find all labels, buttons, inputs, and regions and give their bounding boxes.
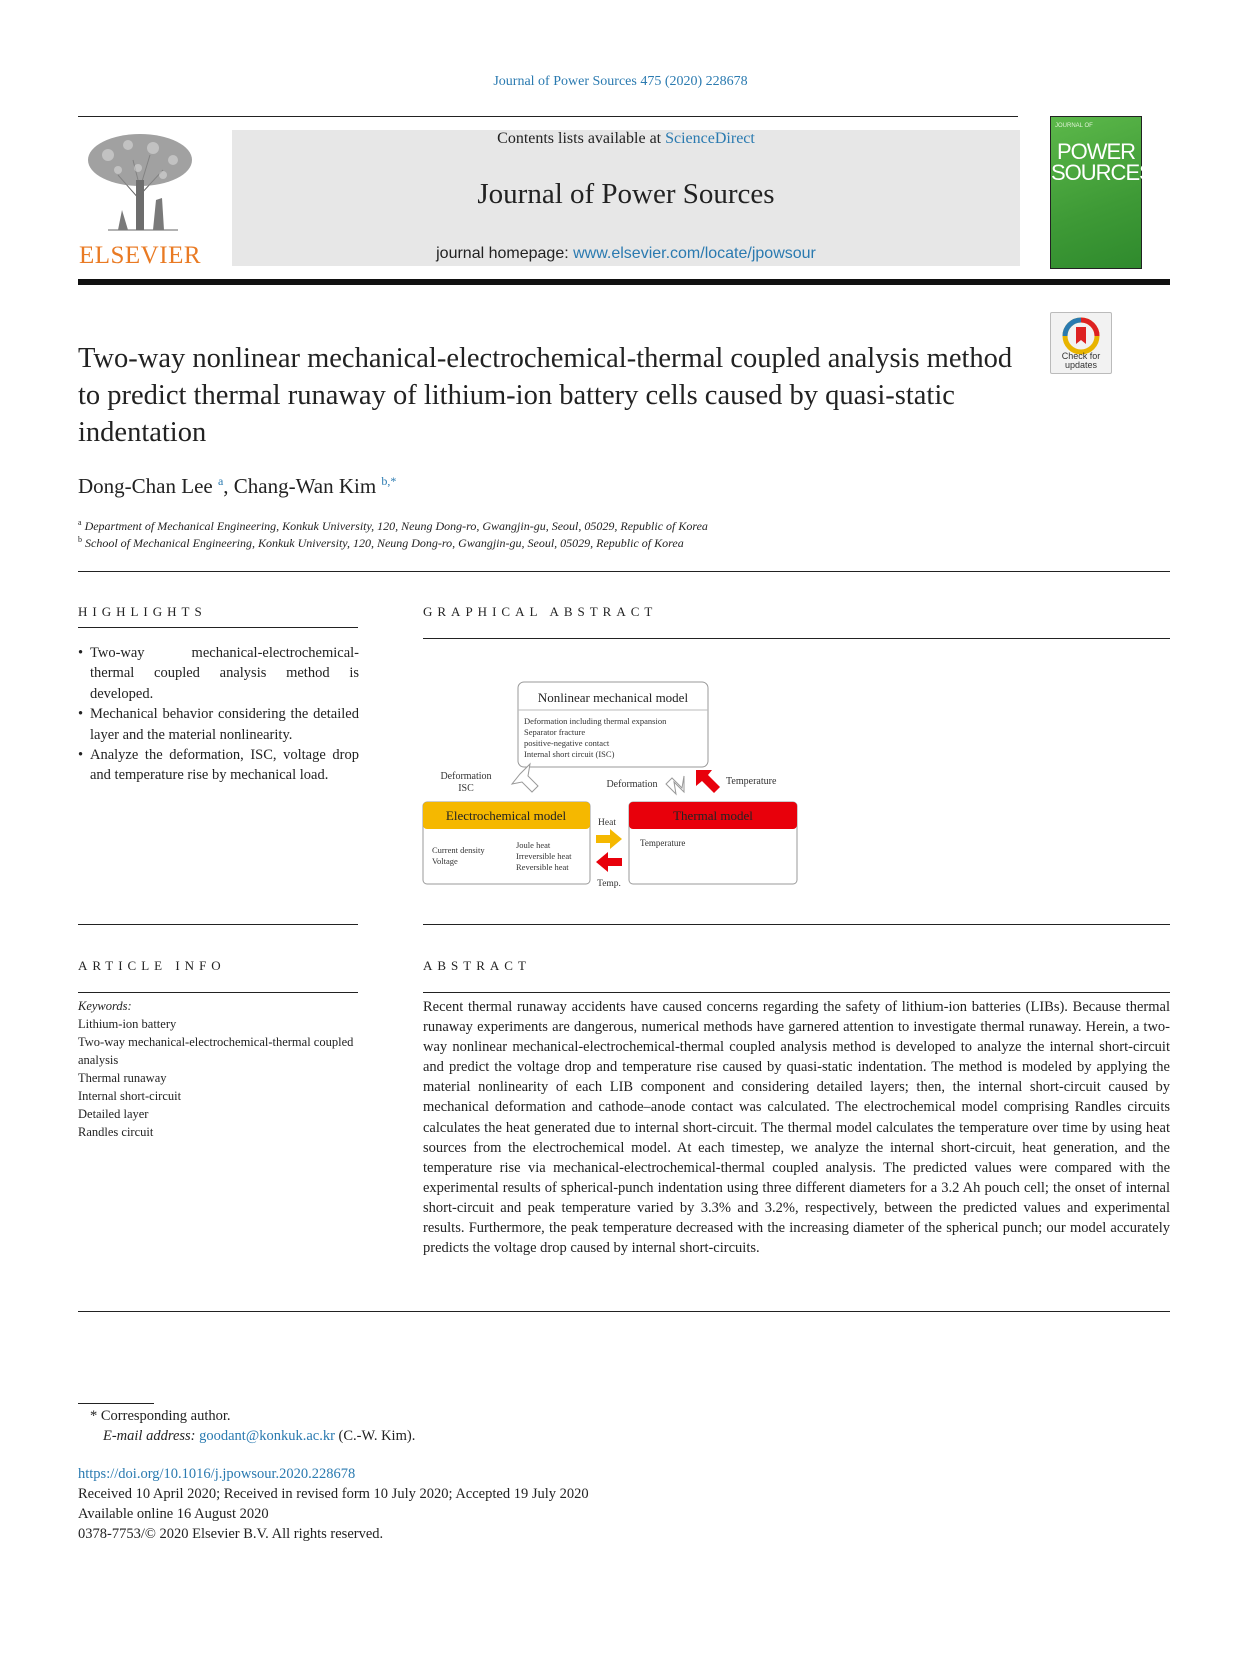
electrochemical-model-box (423, 802, 590, 884)
email-link[interactable]: goodant@konkuk.ac.kr (199, 1428, 335, 1444)
graphical-abstract-rule (423, 638, 1170, 639)
header-divider (78, 116, 1018, 117)
temperature-arrow-icon (696, 770, 720, 793)
deformation-isc-label-2: ISC (458, 783, 474, 794)
corresponding-author-text: Corresponding author. (100, 1408, 231, 1424)
author-list: Dong-Chan Lee $^a$, Chang-Wan Kim $^{b,*}$ (78, 474, 397, 498)
received-dates: Received 10 April 2020; Received in revised form 10 July 2020; Accepted 19 July 2020 (78, 1486, 589, 1502)
deformation-isc-label-1: Deformation (440, 771, 492, 782)
header-thick-rule (78, 279, 1170, 285)
deformation-label: Deformation (606, 779, 658, 790)
affiliation-a (78, 518, 708, 534)
article-info-rule (78, 992, 358, 993)
homepage-link[interactable]: www.elsevier.com/locate/jpowsour (573, 245, 816, 262)
elsevier-wordmark: ELSEVIER (78, 242, 202, 269)
abstract-heading: ABSTRACT (423, 958, 531, 973)
available-online: Available online 16 August 2020 (78, 1506, 269, 1522)
heat-arrow-icon (596, 829, 622, 849)
mechanical-item: positive-negative contact (524, 738, 610, 748)
electro-right-item: Irreversible heat (516, 851, 572, 861)
graphical-abstract-heading: GRAPHICAL ABSTRACT (423, 604, 658, 619)
footnote-star: * (90, 1408, 98, 1424)
cover-title-line-2: SOURCES (1051, 160, 1153, 185)
electro-left-item: Current density (432, 845, 485, 855)
contents-prefix: Contents lists available at (497, 130, 666, 147)
check-for-updates-button[interactable] (1050, 312, 1112, 374)
check-updates-label: Check for updates (1061, 351, 1101, 370)
email-line (103, 1428, 415, 1445)
affiliation-b (78, 535, 684, 551)
keyword-item: Randles circuit (78, 1125, 154, 1139)
article-title: Two-way nonlinear mechanical-electrochemical-thermal coupled analysis method to predict thermal runaway of lithium-ion battery cells caused by quasi-static indentation (78, 343, 1013, 448)
affiliation-b-text: School of Mechanical Engineering, Konkuk University, 120, Neung Dong-ro, Gwangjin-gu, Seoul, 05029, Republic of Korea (85, 536, 684, 550)
article-info-heading: ARTICLE INFO (78, 958, 226, 973)
cover-title (1051, 139, 1153, 185)
temp-arrow-icon (596, 852, 622, 872)
affiliation-a-text: Department of Mechanical Engineering, Konkuk University, 120, Neung Dong-ro, Gwangjin-gu, Seoul, 05029, Republic of Korea (84, 519, 708, 533)
sciencedirect-link[interactable]: ScienceDirect (665, 130, 755, 147)
thermal-model-title: Thermal model (673, 808, 753, 823)
mechanical-model-title: Nonlinear mechanical model (537, 690, 689, 705)
author-2-affil[interactable]: b,* (381, 474, 397, 488)
electro-left-item: Voltage (432, 856, 458, 866)
journal-banner (232, 130, 1020, 266)
highlight-item: • Two-way mechanical-electrochemical-thermal coupled analysis method is developed. (78, 643, 359, 704)
graphical-abstract-end-rule (423, 924, 1170, 925)
keyword-item: Detailed layer (78, 1107, 149, 1121)
heat-label: Heat (598, 818, 616, 828)
mechanical-item: Internal short circuit (ISC) (524, 749, 615, 759)
keyword-item: Lithium-ion battery (78, 1017, 177, 1031)
electrochemical-model-title: Electrochemical model (445, 808, 567, 823)
graphical-abstract-diagram (420, 672, 810, 902)
highlight-item: • Analyze the deformation, ISC, voltage drop and temperature rise by mechanical load. (78, 745, 359, 786)
mechanical-model-box (518, 682, 708, 767)
deformation-isc-arrow-icon (512, 764, 538, 792)
deformation-arrow-icon (666, 776, 684, 794)
elsevier-tree-icon (78, 130, 202, 234)
copyright-line: 0378-7753/© 2020 Elsevier B.V. All rights reserved. (78, 1526, 384, 1542)
mechanical-item: Deformation including thermal expansion (524, 716, 667, 726)
highlights-end-rule (78, 924, 358, 925)
highlights-rule (78, 627, 358, 628)
email-label: E-mail address: (103, 1428, 196, 1444)
temp-label: Temp. (597, 879, 621, 889)
electro-right-item: Reversible heat (516, 862, 569, 872)
highlights-list (78, 643, 359, 786)
author-1[interactable]: Dong-Chan Lee (78, 474, 213, 498)
thermal-item: Temperature (640, 838, 686, 848)
doi-link[interactable]: https://doi.org/10.1016/j.jpowsour.2020.228678 (78, 1466, 356, 1482)
homepage-prefix: journal homepage: (436, 245, 574, 262)
corresponding-author-note (90, 1408, 231, 1425)
homepage-line (232, 245, 1020, 263)
mechanical-item: Separator fracture (524, 727, 586, 737)
electro-right-item: Joule heat (516, 840, 551, 850)
keyword-item: Internal short-circuit (78, 1089, 182, 1103)
keyword-item: Thermal runaway (78, 1071, 167, 1085)
thermal-model-box (629, 802, 797, 884)
journal-cover-thumbnail[interactable] (1050, 116, 1153, 269)
elsevier-logo[interactable] (78, 130, 202, 270)
highlights-heading: HIGHLIGHTS (78, 604, 207, 619)
email-suffix: (C.-W. Kim). (334, 1428, 416, 1444)
journal-reference-link[interactable]: Journal of Power Sources 475 (2020) 228678 (493, 74, 748, 89)
keyword-item: Two-way mechanical-electrochemical-thermal coupled analysis (78, 1035, 354, 1067)
author-1-affil[interactable]: a (217, 474, 224, 488)
check-updates-icon (1061, 316, 1101, 356)
affiliation-b-marker: b (78, 535, 82, 544)
footnote-rule (78, 1403, 154, 1404)
temperature-arrow-label: Temperature (726, 776, 777, 787)
affiliation-divider (78, 571, 1170, 572)
cover-small-text: JOURNAL OF (1055, 123, 1093, 129)
keywords-label: Keywords: (78, 999, 132, 1013)
journal-title: Journal of Power Sources (477, 178, 775, 210)
cover-title-line-1: POWER (1056, 139, 1136, 164)
abstract-body: Recent thermal runaway accidents have caused concerns regarding the safety of lithium-ion batteries (LIBs). Because thermal runaway experiments are dangerous, numerical methods have garnered attention to investigate thermal runaway. Herein, a two-way nonlinear mechanical-electrochemical-thermal coupled analysis method is developed to analyze the internal short-circuit and predict the voltage drop and temperature rise caused by quasi-static indentation. The method is modeled by applying the material nonlinearity of each LIB component and considering detailed layers; then, the internal short-circuit caused by mechanical deformation and cathode–anode contact was calculated. The electrochemical model comprising Randles circuits calculates the heat generated due to internal short-circuit. The thermal model calculates the temperature over time by using heat sources from the electrochemical model. At each timestep, we analyze the internal short-circuit, heat generation, and the temperature rise via mechanical-electrochemical-thermal coupled analysis. The predicted values were compared with the experimental results of spherical-punch indentation using three different diameters for a 3.2 Ah pouch cell; the onset of internal short-circuit and peak temperature varied by 3.3% and 3.2%, respectively, between the predicted values and experimental results. Furthermore, the peak temperature decreased with the increasing diameter of the spherical punch; our model accurately predicts the voltage drop caused by internal short-circuits. (423, 999, 1170, 1257)
contents-line (232, 130, 1020, 148)
affiliation-a-marker: a (78, 518, 82, 527)
author-2[interactable]: Chang-Wan Kim (233, 474, 377, 498)
abstract-end-rule (78, 1311, 1170, 1312)
abstract-rule (423, 992, 1170, 993)
highlight-item: • Mechanical behavior considering the detailed layer and the material nonlinearity. (78, 704, 359, 745)
keywords-block (78, 997, 363, 1141)
